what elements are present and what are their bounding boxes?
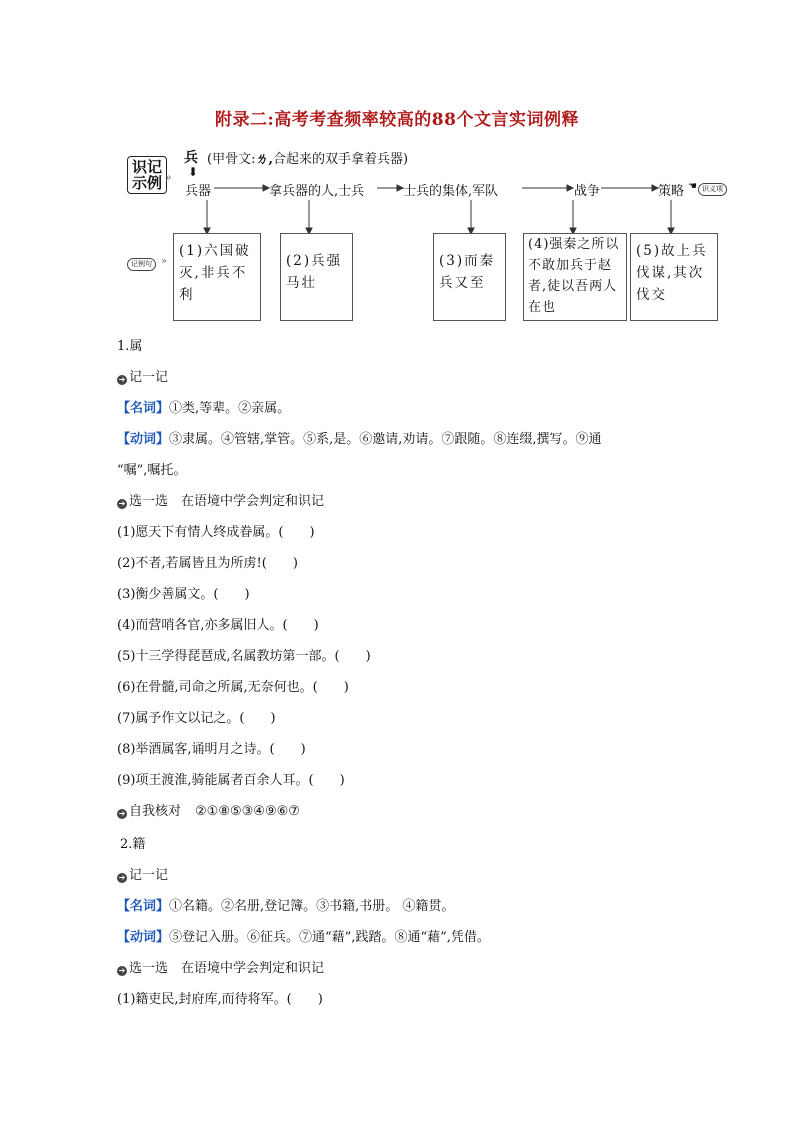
memo-label: 记一记 [129,868,169,883]
section-2-verb [117,926,490,945]
practice-item: (2)不者,若属皆且为所虏!( ) [117,556,298,571]
arrow-bullet-icon: ➔ [118,809,126,818]
practice-item: (1)籍吏民,封府库,而待将军。( ) [117,992,323,1007]
chevron-icon: » [165,171,172,184]
section-1-practice [117,490,324,509]
chain-step-5: 策略 [658,184,685,199]
head-char: 兵 [184,150,198,166]
check-answer: ②①⑧⑤③④⑨⑥⑦ [195,804,300,819]
self-check [117,800,300,819]
practice-item: (4)而营哨各官,亦多属旧人。( ) [117,618,319,633]
arrow-bullet-icon: ➔ [118,966,126,975]
verb-tag: 【动词】 [117,930,170,945]
section-2-heading: 2.籍 [120,837,146,852]
head-note-start: (甲骨文: [207,152,256,167]
section-2-practice [117,957,324,976]
chain-step-2: 拿兵器的人,士兵 [269,184,365,199]
chain-step-3: 士兵的集体,军队 [403,184,499,199]
example-tag: 记例句 [127,258,156,271]
practice-item: (8)举酒属客,诵明月之诗。( ) [117,742,306,757]
practice-item: (9)项王渡淮,骑能属者百余人耳。( ) [117,773,345,788]
example-box-3: (3)而秦兵又至 [433,233,506,321]
section-1-verb [117,428,602,447]
noun-text: ①名籍。②名册,登记簿。③书籍,书册。 ④籍贯。 [169,899,455,914]
etymology-diagram [117,145,727,325]
noun-tag: 【名词】 [117,899,170,914]
chevron-icon-2: » [161,256,168,267]
meaning-tag: 识义项 [698,183,727,196]
section-1-memo [117,366,168,385]
verb-text: ⑤登记入册。⑥征兵。⑦通“藉”,践踏。⑧通“藉”,凭借。 [169,930,490,945]
practice-item: (3)衡少善属文。( ) [117,587,250,602]
oracle-glyph-icon: ㄌ, [255,152,273,167]
section-2-memo [117,864,168,883]
practice-item: (6)在骨髓,司命之所属,无奈何也。( ) [117,680,349,695]
section-1-noun [117,397,290,416]
practice-item: (7)属予作文以记之。( ) [117,711,276,726]
practice-item: (1)愿天下有情人终成眷属。( ) [117,525,315,540]
verb-text: ③隶属。④管辖,掌管。⑤系,是。⑥邀请,劝请。⑦跟随。⑧连缀,撰写。⑨通 [169,432,602,447]
hand-icon: ☚ [688,181,697,192]
practice-label: 选一选 在语境中学会判定和识记 [129,961,325,976]
chain-step-4: 战争 [574,184,601,199]
section-1-heading: 1.属 [117,339,143,354]
example-box-1: (1)六国破灭,非兵不利 [173,233,261,321]
check-label: 自我核对 [129,804,182,819]
arrow-bullet-icon: ➔ [118,873,126,882]
memo-badge: 识记 示例 [127,156,167,194]
head-note-end: 合起来的双手拿着兵器) [272,152,409,167]
arrow-bullet-icon: ➔ [118,499,126,508]
example-box-4: (4)强秦之所以不敢加兵于赵者,徒以吾两人在也 [523,233,627,321]
page-title: 附录二:高考考查频率较高的88个文言实词例释 [215,110,579,130]
arrow-bullet-icon: ➔ [118,375,126,384]
practice-item: (5)十三学得琵琶成,名属教坊第一部。( ) [117,649,371,664]
section-1-verb-cont: “嘱”,嘱托。 [117,463,187,478]
noun-text: ①类,等辈。②亲属。 [169,401,291,416]
noun-tag: 【名词】 [117,401,170,416]
down-arrow-icon: ⬇ [188,165,199,179]
chain-step-1: 兵器 [185,184,212,199]
memo-label: 记一记 [129,370,169,385]
practice-label: 选一选 在语境中学会判定和识记 [129,494,325,509]
example-box-5: (5)故上兵伐谋,其次伐交 [630,233,718,321]
example-box-2: (2)兵强马壮 [280,233,353,321]
verb-tag: 【动词】 [117,432,170,447]
section-2-noun [117,895,454,914]
